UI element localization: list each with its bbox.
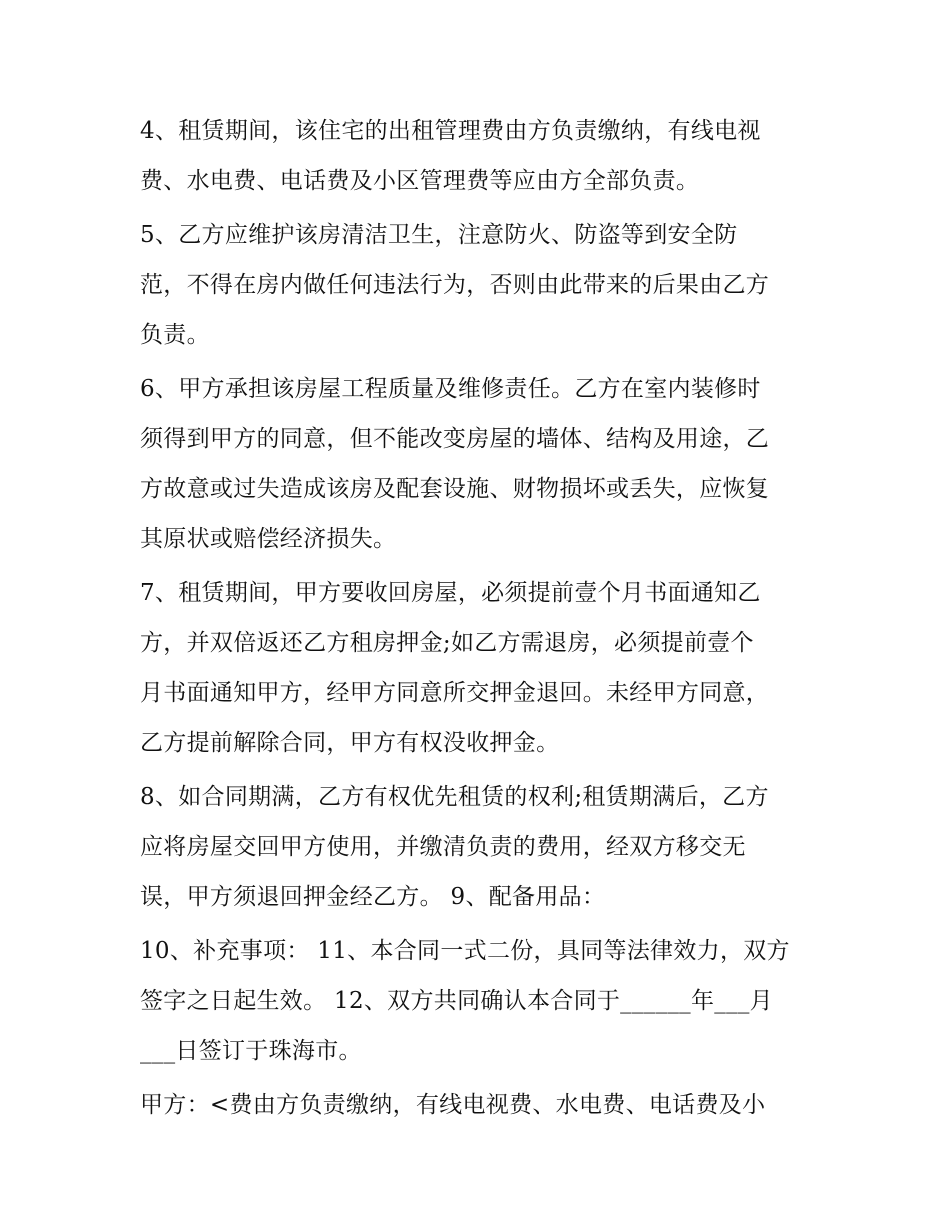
clause-7 — [140, 568, 820, 768]
text-line: 须得到甲方的同意，但不能改变房屋的墙体、结构及用途，乙 — [140, 426, 770, 452]
text-line: 4、租赁期间，该住宅的出租管理费由方负责缴纳，有线电视 — [140, 118, 761, 144]
text-line: 甲方：<费由方负责缴纳，有线电视费、水电费、电话费及小 — [140, 1092, 766, 1118]
text-line: 5、乙方应维护该房清洁卫生，注意防火、防盗等到安全防 — [140, 222, 738, 248]
text-line: 方，并双倍返还乙方租房押金;如乙方需退房，必须提前壹个 — [140, 630, 754, 656]
text-line: 8、如合同期满，乙方有权优先租赁的权利;租赁期满后，乙方 — [140, 784, 769, 810]
clause-4 — [140, 106, 820, 206]
text-line: 范，不得在房内做任何违法行为，否则由此带来的后果由乙方 — [140, 272, 770, 298]
text-line: 费、水电费、电话费及小区管理费等应由方全部负责。 — [140, 168, 700, 194]
text-line: 签字之日起生效。 12、双方共同确认本合同于______年___月 — [140, 988, 773, 1014]
clause-10-12 — [140, 926, 820, 1076]
text-line: 负责。 — [140, 322, 210, 348]
clause-6 — [140, 364, 820, 564]
text-line: 10、补充事项： 11、本合同一式二份，具同等法律效力，双方 — [140, 938, 790, 964]
party-a-line — [140, 1080, 820, 1130]
clause-5 — [140, 210, 820, 360]
text-line: 方故意或过失造成该房及配套设施、财物损坏或丢失，应恢复 — [140, 476, 770, 502]
text-line: 误，甲方须退回押金经乙方。 9、配备用品： — [140, 884, 606, 910]
text-line: 应将房屋交回甲方使用，并缴清负责的费用，经双方移交无 — [140, 834, 746, 860]
text-line: ___日签订于珠海市。 — [140, 1038, 362, 1064]
text-line: 6、甲方承担该房屋工程质量及维修责任。乙方在室内装修时 — [140, 376, 761, 402]
text-line: 7、租赁期间，甲方要收回房屋，必须提前壹个月书面通知乙 — [140, 580, 761, 606]
clause-8-9 — [140, 772, 820, 922]
document-body — [140, 106, 820, 1134]
text-line: 其原状或赔偿经济损失。 — [140, 526, 397, 552]
text-line: 乙方提前解除合同，甲方有权没收押金。 — [140, 730, 560, 756]
text-line: 月书面通知甲方，经甲方同意所交押金退回。未经甲方同意， — [140, 680, 770, 706]
